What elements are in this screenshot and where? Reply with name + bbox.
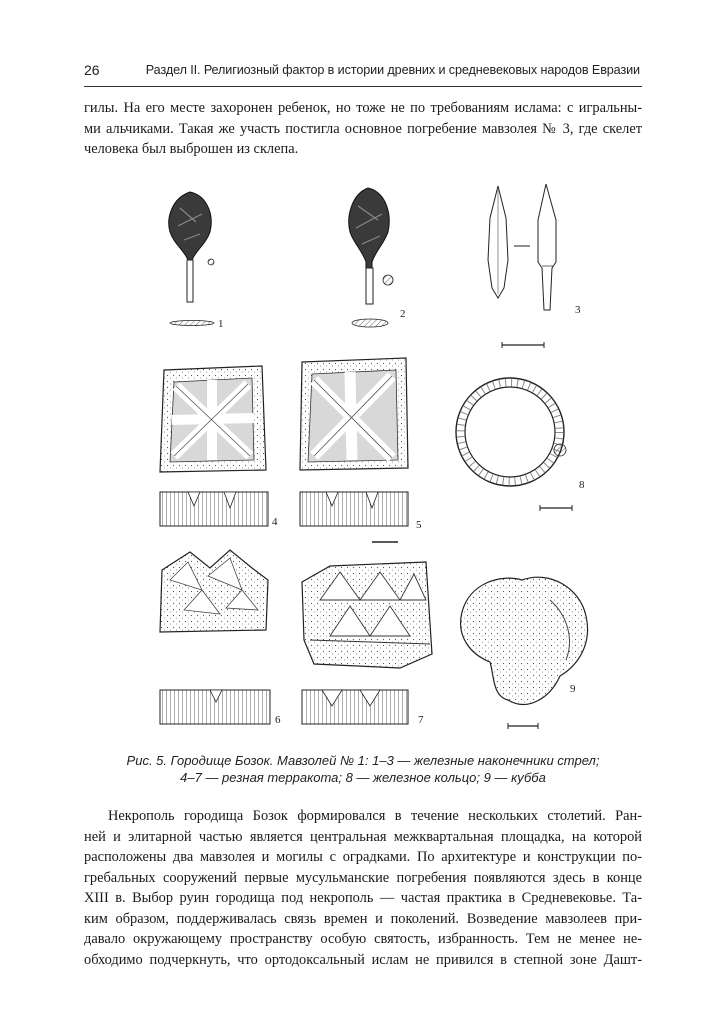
figure-number-3: 3 (575, 304, 581, 316)
paragraph-line: обходимо подчеркнуть, что ортодоксальный ислам не привился в степной зоне Дашт- (84, 951, 642, 968)
figure-number-6: 6 (275, 714, 281, 726)
figure-number-9: 9 (570, 683, 576, 695)
top-paragraph (84, 98, 642, 160)
paragraph-line: человека был выброшен из склепа. (84, 141, 299, 157)
paragraph-line: ми альчиками. Такая же участь постигла основное погребение мавзолея № 3, где скелет (84, 120, 642, 137)
paragraph-line: Некрополь городища Бозок формировался в течение нескольких столетий. Ран- (108, 808, 642, 824)
running-head: Раздел II. Религиозный фактор в истории древних и средневековых народов Евразии (145, 63, 640, 77)
page-number: 26 (84, 62, 100, 78)
figure-item-7 (302, 562, 432, 724)
figure-item-3 (488, 184, 556, 348)
figure-number-1: 1 (218, 318, 224, 330)
caption-line-1: Рис. 5. Городище Бозок. Мавзолей № 1: 1–3 — железные наконечники стрел; (126, 753, 600, 768)
figure-number-2: 2 (400, 308, 406, 320)
paragraph-line: расположены два мавзолея и могилы с оградками. По архитектуре и конструкции по- (84, 849, 642, 865)
figure-item-1 (169, 192, 214, 326)
paragraph-line: гребальных сооружений первые мусульманские погребения появляются здесь в конце (84, 869, 642, 886)
page-header (84, 60, 640, 82)
figure-number-4: 4 (272, 516, 278, 528)
paragraph-line: давало окружающему пространству особую святость, избранность. Тем не менее не- (84, 931, 642, 947)
figure-caption (84, 752, 642, 786)
figure-number-5: 5 (416, 519, 422, 531)
header-rule (84, 86, 642, 87)
paragraph-line: ким образом, поддерживалась связь времен и поколений. Возведение мавзолеев при- (84, 910, 642, 927)
figure-5 (130, 170, 600, 740)
caption-line-2: 4–7 — резная терракота; 8 — железное кольцо; 9 — кубба (180, 770, 546, 785)
figure-item-2 (349, 188, 393, 327)
figure-drawings (130, 170, 600, 740)
figure-item-9 (461, 577, 588, 729)
figure-number-8: 8 (579, 479, 585, 491)
figure-item-5 (300, 358, 408, 542)
figure-item-4 (160, 366, 268, 526)
figure-number-7: 7 (418, 714, 424, 726)
paragraph-line: гилы. На его месте захоронен ребенок, но тоже не по требованиям ислама: с игральны- (84, 100, 642, 116)
bottom-paragraph (84, 806, 642, 970)
figure-item-8 (456, 378, 572, 511)
paragraph-line: XIII в. Выбор руин городища под некрополь — частая практика в Средневековье. Та- (84, 890, 642, 906)
figure-item-6 (160, 550, 270, 724)
paragraph-line: ней и элитарной частью является центральная межквартальная площадка, на которой (84, 828, 642, 845)
